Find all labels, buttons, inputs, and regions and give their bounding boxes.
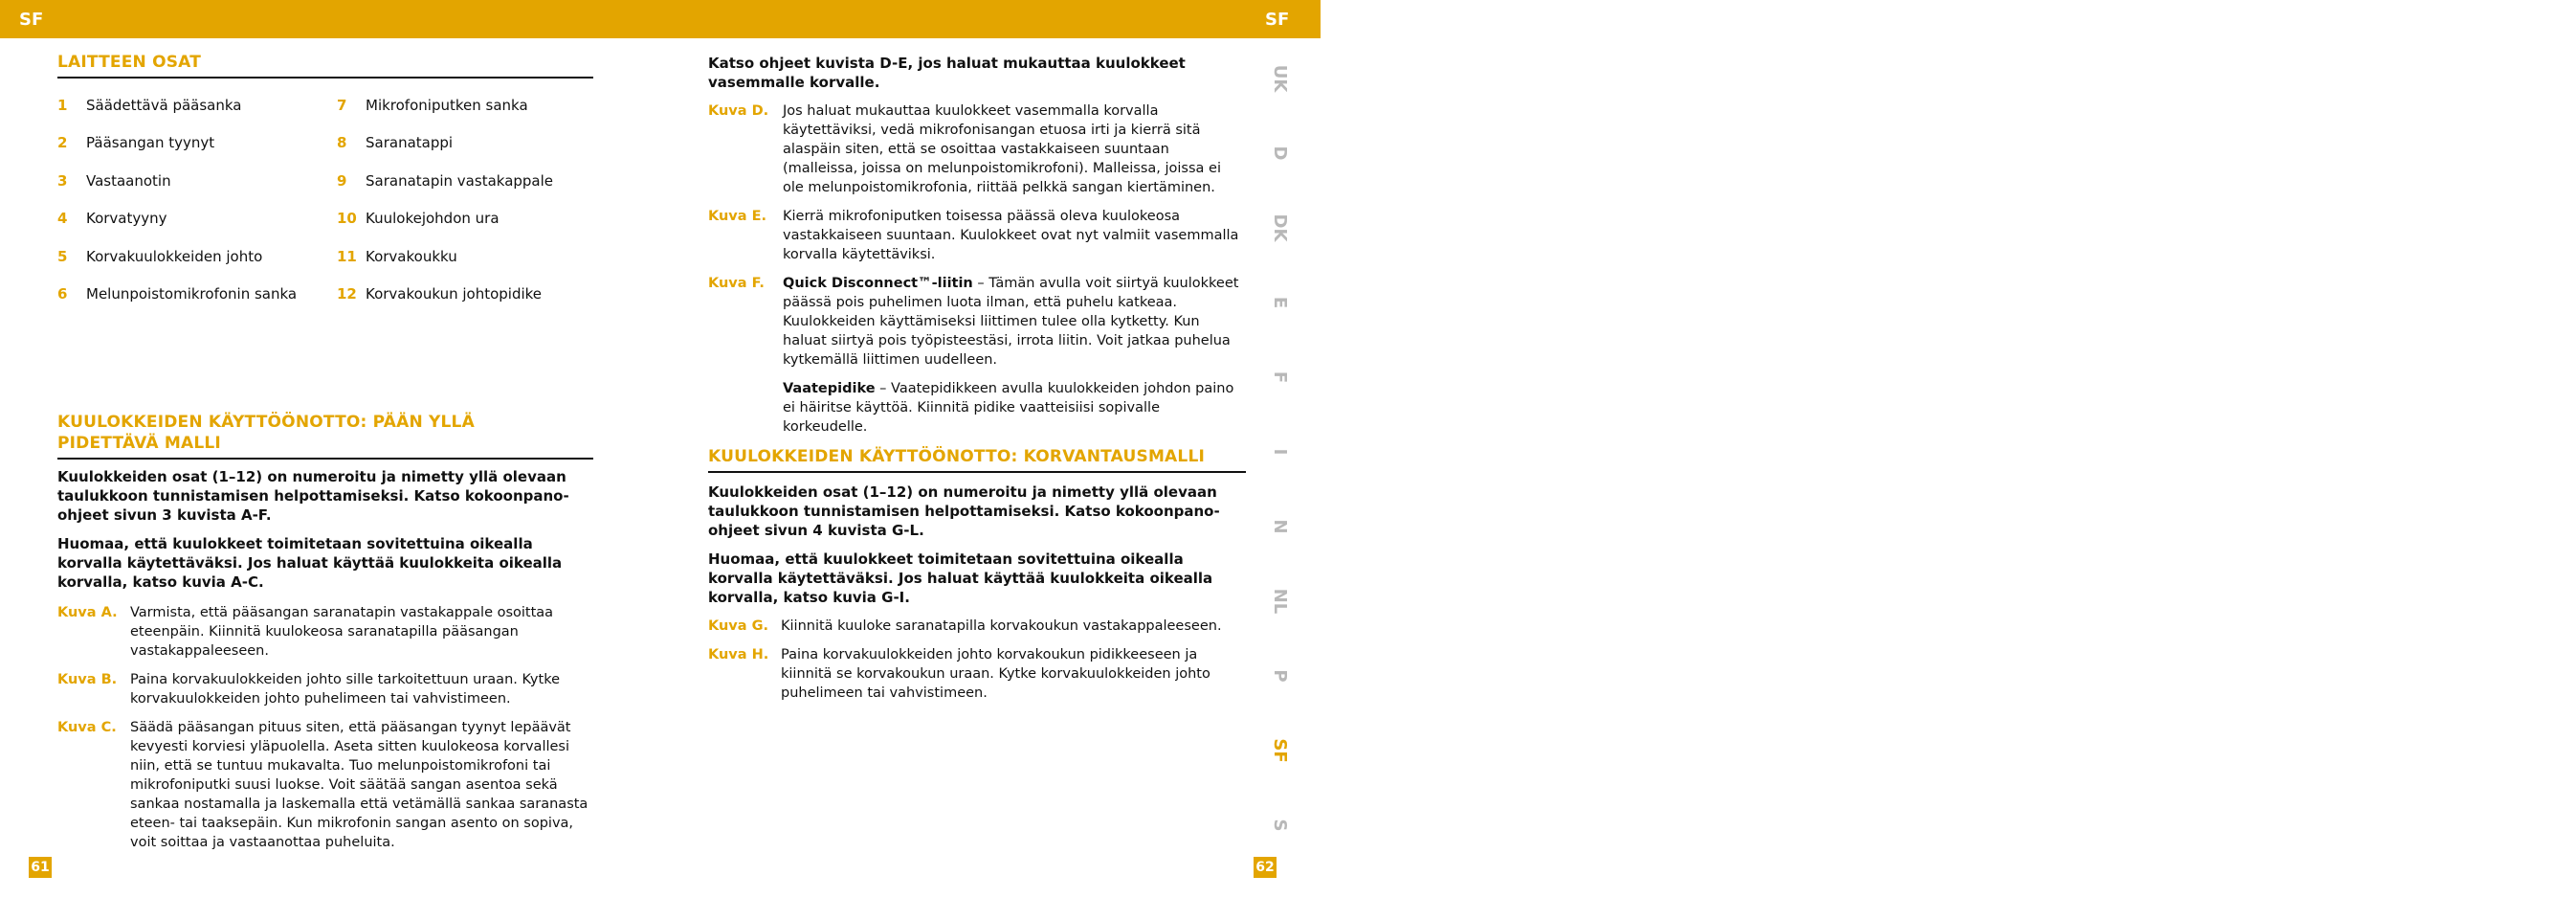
figure-label: Kuva H. bbox=[708, 647, 769, 662]
lang-tab-f[interactable]: F bbox=[1270, 370, 1290, 384]
figure-b bbox=[57, 670, 593, 708]
page-number-left: 61 bbox=[29, 857, 52, 878]
left-body bbox=[57, 467, 593, 852]
lang-tab-e[interactable]: E bbox=[1270, 296, 1290, 309]
part-item: 10 Kuulokejohdon ura bbox=[337, 210, 500, 227]
figure-label: Kuva D. bbox=[708, 103, 769, 119]
figure-c bbox=[57, 718, 593, 852]
figure-label: Kuva E. bbox=[708, 209, 767, 224]
part-item: 1 Säädettävä pääsanka bbox=[57, 97, 242, 114]
figure-label: Kuva A. bbox=[57, 605, 118, 620]
part-item: 5 Korvakuulokkeiden johto bbox=[57, 248, 263, 265]
intro-paragraph: Kuulokkeiden osat (1–12) on numeroitu ja nimetty yllä olevaan taulukkoon tunnistamisen helpottamiseksi. Katso kokoonpano-ohjeet sivun 4 kuvista G-L. bbox=[708, 483, 1220, 539]
right-body bbox=[708, 54, 1246, 703]
lang-tab-sf[interactable]: SF bbox=[1270, 738, 1290, 763]
note-paragraph: Huomaa, että kuulokkeet toimitetaan sovitettuina oikealla korvalla käytettäväksi. Jos haluat käyttää kuulokkeita oikealla korvalla, katso kuvia G-I. bbox=[708, 550, 1213, 606]
figure-text: Quick Disconnect™-liitin – Tämän avulla voit siirtyä kuulokkeet päässä pois puhelimen luota ilman, että puhelu katkeaa. Kuulokkeiden käyttämiseksi liittimen tulee olla kytketty. Kun haluat siirtyä pois työpisteestäsi, irrota liitin. Voit jatkaa puhelua kytkemällä liittimen uudelleen. bbox=[783, 276, 1239, 368]
lang-tab-p[interactable]: P bbox=[1270, 669, 1290, 683]
lang-tab-i[interactable]: I bbox=[1270, 448, 1290, 456]
intro-left-ear: Katso ohjeet kuvista D-E, jos haluat mukauttaa kuulokkeet vasemmalle korvalle. bbox=[708, 55, 1186, 91]
part-item: 8 Saranatappi bbox=[337, 134, 454, 151]
header-tag-left: SF bbox=[19, 10, 44, 30]
part-item: 6 Melunpoistomikrofonin sanka bbox=[57, 285, 298, 303]
part-item: 7 Mikrofoniputken sanka bbox=[337, 97, 528, 114]
header-tag-right: SF bbox=[1265, 10, 1290, 30]
figure-d bbox=[708, 101, 1246, 197]
quick-disconnect-term: Quick Disconnect™-liitin bbox=[783, 276, 973, 291]
part-item: 3 Vastaanotin bbox=[57, 172, 171, 190]
figure-text: Kierrä mikrofoniputken toisessa päässä oleva kuulokeosa vastakkaiseen suuntaan. Kuulokkeet ovat nyt valmiit vasemmalla korvalla käytettäviksi. bbox=[783, 209, 1239, 262]
part-item: 12 Korvakoukun johtopidike bbox=[337, 285, 543, 303]
lang-tab-uk[interactable]: UK bbox=[1270, 64, 1290, 93]
clothing-clip-term: Vaatepidike bbox=[783, 381, 876, 396]
figure-text: Jos haluat mukauttaa kuulokkeet vasemmalla korvalla käytettäviksi, vedä mikrofonisangan etuosa irti ja kierrä sitä alaspäin siten, että se osoittaa vastakkaiseen suuntaan (malleissa, joissa on melunpoistomikrofoni). Malleissa, joissa ei ole melunpoistomikrofonia, riittää pelkkä sangan kiertäminen. bbox=[783, 103, 1221, 195]
figure-label: Kuva F. bbox=[708, 276, 765, 291]
figure-h bbox=[708, 645, 1246, 703]
part-item: 9 Saranatapin vastakappale bbox=[337, 172, 554, 190]
figure-label: Kuva B. bbox=[57, 672, 118, 687]
figure-label: Kuva G. bbox=[708, 618, 768, 634]
figure-g bbox=[708, 617, 1246, 636]
lang-tab-s[interactable]: S bbox=[1270, 819, 1290, 832]
lang-tab-nl[interactable]: NL bbox=[1270, 588, 1290, 615]
figure-a bbox=[57, 603, 593, 661]
header-bar bbox=[0, 0, 1321, 38]
part-item: 11 Korvakoukku bbox=[337, 248, 457, 265]
lang-tab-n[interactable]: N bbox=[1270, 519, 1290, 534]
part-item: 4 Korvatyyny bbox=[57, 210, 167, 227]
section-title-earhook: KUULOKKEIDEN KÄYTTÖÖNOTTO: KORVANTAUSMALLI bbox=[708, 446, 1246, 473]
figure-label: Kuva C. bbox=[57, 720, 117, 735]
figure-text: Varmista, että pääsangan saranatapin vastakappale osoittaa eteenpäin. Kiinnitä kuulokeosa saranatapilla pääsangan vastakappaleeseen. bbox=[130, 605, 554, 659]
figure-text: Kiinnitä kuuloke saranatapilla korvakoukun vastakappaleeseen. bbox=[781, 618, 1222, 634]
part-item: 2 Pääsangan tyynyt bbox=[57, 134, 215, 151]
intro-paragraph: Kuulokkeiden osat (1–12) on numeroitu ja nimetty yllä olevaan taulukkoon tunnistamisen helpottamiseksi. Katso kokoonpano-ohjeet sivun 3 kuvista A-F. bbox=[57, 468, 569, 524]
figure-e bbox=[708, 207, 1246, 264]
figure-text: Säädä pääsangan pituus siten, että pääsangan tyynyt lepäävät kevyesti korviesi yläpuolella. Aseta sitten kuulokeosa korvallesi niin, että se tuntuu mukavalta. Tuo melunpoistomikrofoni tai mikrofoniputki suusi luokse. Voit säätää sangan asentoa sekä sankaa nostamalla ja laskemalla että vetämällä sankaa saranasta eteen- tai taaksepäin. Kun mikrofonin sangan asento on sopiva, voit soittaa ja vastaanottaa puheluita. bbox=[130, 720, 588, 850]
lang-tab-dk[interactable]: DK bbox=[1270, 213, 1290, 242]
figure-f bbox=[708, 274, 1246, 437]
figure-text: Paina korvakuulokkeiden johto korvakoukun pidikkeeseen ja kiinnitä se korvakoukun uraan. Kytke korvakuulokkeiden johto puhelimeen tai vahvistimeen. bbox=[781, 647, 1210, 701]
section-title-parts: LAITTEEN OSAT bbox=[57, 52, 593, 79]
lang-tab-d[interactable]: D bbox=[1270, 146, 1290, 161]
page-number-right: 62 bbox=[1254, 857, 1277, 878]
note-paragraph: Huomaa, että kuulokkeet toimitetaan sovitettuina oikealla korvalla käytettäväksi. Jos haluat käyttää kuulokkeita oikealla korvalla, katso kuvia A-C. bbox=[57, 535, 563, 591]
section-title-headband: KUULOKKEIDEN KÄYTTÖÖNOTTO: PÄÄN YLLÄ PIDETTÄVÄ MALLI bbox=[57, 412, 593, 460]
figure-text: Paina korvakuulokkeiden johto sille tarkoitettuun uraan. Kytke korvakuulokkeiden johto puhelimeen tai vahvistimeen. bbox=[130, 672, 560, 707]
figure-text: Vaatepidike – Vaatepidikkeen avulla kuulokkeiden johdon paino ei häiritse käyttöä. Kiinnitä pidike vaatteisiisi sopivalle korkeudelle. bbox=[783, 381, 1234, 435]
